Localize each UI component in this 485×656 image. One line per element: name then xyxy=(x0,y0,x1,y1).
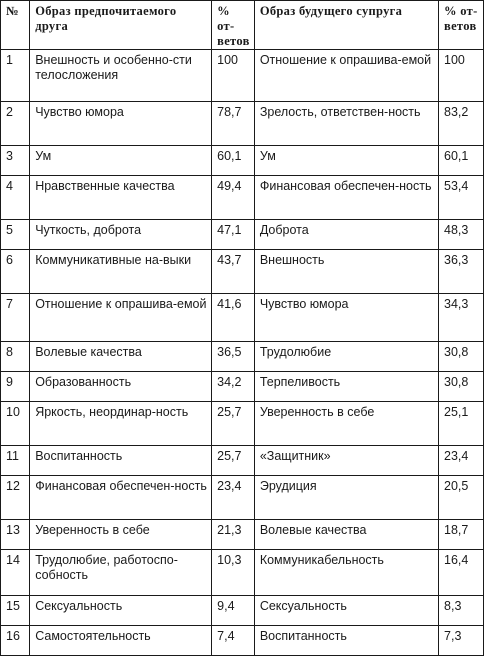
row-number: 15 xyxy=(1,596,30,626)
row-number: 6 xyxy=(1,250,30,294)
table-row xyxy=(1,550,484,596)
spouse-percent: 8,3 xyxy=(439,596,484,626)
spouse-trait: Чувство юмора xyxy=(254,294,438,342)
spouse-percent: 18,7 xyxy=(439,520,484,550)
row-number: 7 xyxy=(1,294,30,342)
friend-trait: Воспитанность xyxy=(30,446,212,476)
friend-percent: 23,4 xyxy=(212,476,255,520)
table-row xyxy=(1,342,484,372)
friend-percent: 7,4 xyxy=(212,626,255,656)
table-row xyxy=(1,520,484,550)
friend-percent: 10,3 xyxy=(212,550,255,596)
table-row xyxy=(1,446,484,476)
table-row xyxy=(1,476,484,520)
header-spouse-image: Образ будущего супруга xyxy=(254,1,438,50)
friend-percent: 49,4 xyxy=(212,176,255,220)
row-number: 16 xyxy=(1,626,30,656)
spouse-trait: Волевые качества xyxy=(254,520,438,550)
table-row xyxy=(1,50,484,102)
header-friend-percent: % от-ветов xyxy=(212,1,255,50)
friend-trait: Чувство юмора xyxy=(30,102,212,146)
spouse-trait: Уверенность в себе xyxy=(254,402,438,446)
spouse-trait: Ум xyxy=(254,146,438,176)
row-number: 4 xyxy=(1,176,30,220)
spouse-percent: 83,2 xyxy=(439,102,484,146)
row-number: 9 xyxy=(1,372,30,402)
row-number: 2 xyxy=(1,102,30,146)
friend-trait: Самостоятельность xyxy=(30,626,212,656)
row-number: 11 xyxy=(1,446,30,476)
spouse-trait: Сексуальность xyxy=(254,596,438,626)
friend-trait: Волевые качества xyxy=(30,342,212,372)
row-number: 10 xyxy=(1,402,30,446)
friend-trait: Внешность и особенно-сти телосложения xyxy=(30,50,212,102)
spouse-trait: Воспитанность xyxy=(254,626,438,656)
row-number: 3 xyxy=(1,146,30,176)
spouse-percent: 30,8 xyxy=(439,372,484,402)
table-row xyxy=(1,294,484,342)
friend-percent: 36,5 xyxy=(212,342,255,372)
friend-percent: 78,7 xyxy=(212,102,255,146)
header-spouse-percent: % от-ветов xyxy=(439,1,484,50)
friend-percent: 43,7 xyxy=(212,250,255,294)
header-row xyxy=(1,1,484,50)
friend-trait: Финансовая обеспечен-ность xyxy=(30,476,212,520)
spouse-trait: Отношение к опрашива-емой xyxy=(254,50,438,102)
friend-trait: Чуткость, доброта xyxy=(30,220,212,250)
row-number: 5 xyxy=(1,220,30,250)
spouse-trait: Доброта xyxy=(254,220,438,250)
table-row xyxy=(1,102,484,146)
friend-trait: Трудолюбие, работоспо-собность xyxy=(30,550,212,596)
spouse-percent: 36,3 xyxy=(439,250,484,294)
friend-percent: 25,7 xyxy=(212,402,255,446)
friend-trait: Яркость, неординар-ность xyxy=(30,402,212,446)
row-number: 14 xyxy=(1,550,30,596)
spouse-percent: 7,3 xyxy=(439,626,484,656)
spouse-percent: 34,3 xyxy=(439,294,484,342)
spouse-percent: 23,4 xyxy=(439,446,484,476)
friend-percent: 100 xyxy=(212,50,255,102)
friend-percent: 9,4 xyxy=(212,596,255,626)
table-row xyxy=(1,176,484,220)
spouse-percent: 48,3 xyxy=(439,220,484,250)
friend-trait: Отношение к опрашива-емой xyxy=(30,294,212,342)
table-row xyxy=(1,372,484,402)
header-number: № xyxy=(1,1,30,50)
table-row xyxy=(1,626,484,656)
spouse-percent: 30,8 xyxy=(439,342,484,372)
friend-trait: Образованность xyxy=(30,372,212,402)
row-number: 1 xyxy=(1,50,30,102)
table-row xyxy=(1,146,484,176)
spouse-percent: 53,4 xyxy=(439,176,484,220)
friend-trait: Сексуальность xyxy=(30,596,212,626)
row-number: 8 xyxy=(1,342,30,372)
spouse-percent: 25,1 xyxy=(439,402,484,446)
friend-percent: 25,7 xyxy=(212,446,255,476)
spouse-trait: Эрудиция xyxy=(254,476,438,520)
spouse-trait: Финансовая обеспечен-ность xyxy=(254,176,438,220)
spouse-percent: 16,4 xyxy=(439,550,484,596)
friend-percent: 34,2 xyxy=(212,372,255,402)
spouse-trait: Внешность xyxy=(254,250,438,294)
friend-trait: Ум xyxy=(30,146,212,176)
spouse-trait: Коммуникабельность xyxy=(254,550,438,596)
friend-percent: 41,6 xyxy=(212,294,255,342)
friend-percent: 60,1 xyxy=(212,146,255,176)
table-row xyxy=(1,596,484,626)
spouse-trait: Терпеливость xyxy=(254,372,438,402)
spouse-trait: Зрелость, ответствен-ность xyxy=(254,102,438,146)
row-number: 13 xyxy=(1,520,30,550)
row-number: 12 xyxy=(1,476,30,520)
friend-trait: Нравственные качества xyxy=(30,176,212,220)
table-body xyxy=(1,50,484,656)
spouse-percent: 60,1 xyxy=(439,146,484,176)
spouse-percent: 100 xyxy=(439,50,484,102)
spouse-trait: «Защитник» xyxy=(254,446,438,476)
friend-trait: Уверенность в себе xyxy=(30,520,212,550)
table-row xyxy=(1,250,484,294)
spouse-percent: 20,5 xyxy=(439,476,484,520)
table-row xyxy=(1,402,484,446)
friend-percent: 21,3 xyxy=(212,520,255,550)
friend-percent: 47,1 xyxy=(212,220,255,250)
table-row xyxy=(1,220,484,250)
header-friend-image: Образ предпочитаемого друга xyxy=(30,1,212,50)
spouse-trait: Трудолюбие xyxy=(254,342,438,372)
friend-trait: Коммуникативные на-выки xyxy=(30,250,212,294)
